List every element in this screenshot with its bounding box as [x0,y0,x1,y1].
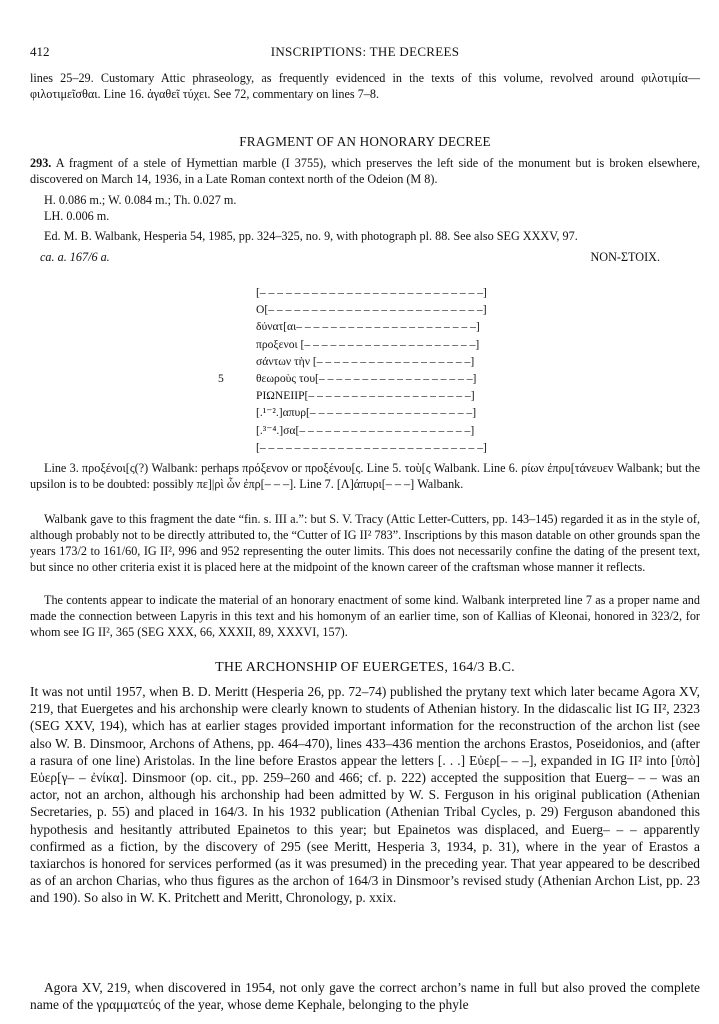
commentary-paragraph-2: Walbank gave to this fragment the date “fin. s. III a.”: but S. V. Tracy (Attic Letter-Cutters, pp. 143–145) regarded it as in the style of, although probably not to be directly attributed to, the “Cutter of IG II² 783”. Inscriptions by this mason datable on other grounds span the years 173/2 to 161/60, IG II², 996 and 952 representing the outer limits. This does not necessarily confine the dating of the present text, but since no other criteria exist it is placed here at the midpoint of the known career of the craftsman whose manner it reflects. [30,512,700,574]
line-number: 5 [218,371,224,385]
inscription-line [256,301,506,318]
line-text: PIΩNEIIP[– – – – – – – – – – – – – – – – – – –] [256,389,475,403]
page-header [30,44,700,62]
archonship-heading: THE ARCHONSHIP OF EUERGETES, 164/3 B.C. [215,660,515,675]
line-text: θεωροὺς του[– – – – – – – – – – – – – – – – – –] [256,371,477,385]
date: ca. a. 167/6 a. [40,250,110,264]
commentary-paragraph-3: The contents appear to indicate the material of an honorary enactment of some kind. Walbank interpreted line 7 as a proper name and made the connection between Lapyris in this text and his homonym of an earlier time, son of Kallias of Kleonai, honored in 323/2, for whom see IG II², 365 (SEG XXX, 66, XXXII, 89, XXXVI, 157). [30,593,700,639]
letter-height: LH. 0.006 m. [44,209,110,223]
style-label: NON-ΣΤΟΙΧ. [590,250,660,264]
line-text: [– – – – – – – – – – – – – – – – – – – – – – – – – –] [256,440,487,454]
fragment-description: A fragment of a stele of Hymettian marble (I 3755), which preserves the left side of the monument but is broken elsewhere, discovered on March 14, 1936, in a Late Roman context north of the Odeion (M 8). [30,156,700,186]
fragment-description-paragraph [30,155,700,187]
line-text: προξενοι [– – – – – – – – – – – – – – – – – – – –] [256,337,480,351]
inscription-line [256,404,506,421]
line-text: [.³⁻⁴.]σα[– – – – – – – – – – – – – – – – – – – –] [256,423,475,437]
inscription-line [256,422,506,439]
line-text: [.¹⁻².]απυρ[– – – – – – – – – – – – – – – – – – –] [256,406,477,420]
inscription-line [256,336,506,353]
fragment-heading: FRAGMENT OF AN HONORARY DECREE [239,134,491,149]
line-text: [– – – – – – – – – – – – – – – – – – – – – – – – – –] [256,286,487,299]
running-title: INSCRIPTIONS: THE DECREES [270,44,460,59]
commentary-paragraph-1: Line 3. προξένοι[ς(?) Walbank: perhaps πρόξενον or προξένου[ς. Line 5. τοὺ[ς Walbank. Line 6. ρίων ἐπρυ[τάνευεν Walbank; but the upsilon is to be doubted: possibly πε]|ρὶ ὧν ἐπρ[– – –]. Line 7. [Λ]άπυρι[– – –] Walbank. [30,461,700,491]
line-text: σάντων τὴν [– – – – – – – – – – – – – – – – – –] [256,354,475,368]
inscription-line [256,284,506,301]
inscription-number: 293. [30,156,52,170]
inscription-line [256,387,506,404]
inscription-line [256,439,506,456]
edition: Ed. M. B. Walbank, Hesperia 54, 1985, pp. 324–325, no. 9, with photograph pl. 88. See also SEG XXXV, 97. [44,229,578,243]
dimensions: H. 0.086 m.; W. 0.084 m.; Th. 0.027 m. [44,193,237,207]
inscription-line [256,318,506,335]
line-text: O[– – – – – – – – – – – – – – – – – – – – – – – – –] [256,303,487,317]
inscription-line [218,370,506,387]
page-number: 412 [30,44,50,59]
line-text: δύνατ[αι– – – – – – – – – – – – – – – – – – – – –] [256,320,480,334]
inscription-line [256,353,506,370]
inscription-text [218,284,506,456]
archonship-paragraph-1: It was not until 1957, when B. D. Meritt (Hesperia 26, pp. 72–74) published the prytany text which later became Agora XV, 219, that Euergetes and his archonship were clearly known to students of Athenian history. In the didascalic list IG II², 2323 (SEG XXV, 194), which has at earlier stages provided important information for the reconstruction of the archon list (see also W. B. Dinsmoor, Archons of Athens, pp. 464–470), lines 433–436 mention the archons Erastos, Poseidonios, and (after a rasura of one line) Aristolas. In the line before Erastos appear the letters [. . .] Eὐερ[– – –], expanded in IG II² into [ὑπὸ] Eὐερ[γ– – ἐνίκα]. Dinsmoor (op. cit., pp. 259–260 and 466; cf. p. 222) accepted the supposition that Euerg– – – was an actor, not an archon, although his archonship had been admitted by W. S. Ferguson in his original publication (Athenian Secretaries, p. 55) and placed in 164/3. In his 1932 publication (Athenian Tribal Cycles, p. 29) Ferguson abandoned this hypothesis and hesitantly attributed Epainetos to this year; but Epainetos was displaced, and Euerg– – – apparently confirmed as a fiction, by the discovery of 295 (see Meritt, Hesperia 3, 1934, p. 31), where in the year of Erastos a taxiarchos is honored for services performed (as it was presumed) in the preceding year. That year appeared to be described as of an archon Charias, who thus figures as the archon of 164/3 in Dinsmoor’s revised study (Athenian Archon List, pp. 23 and 190). So also in W. K. Pritchett and Meritt, Chronology, p. xxix. [30,684,700,906]
archonship-paragraph-2: Agora XV, 219, when discovered in 1954, not only gave the correct archon’s name in full but also proved the complete name of the γραμματεύς of the year, whose deme Kephale, belonging to the phyle [30,980,700,1013]
intro-paragraph: lines 25–29. Customary Attic phraseology, as frequently evidenced in the texts of this volume, revolved around φιλοτιμία—φιλοτιμεῖσθαι. Line 16. ἀγαθεῖ τύχει. See 72, commentary on lines 7–8. [30,71,700,101]
